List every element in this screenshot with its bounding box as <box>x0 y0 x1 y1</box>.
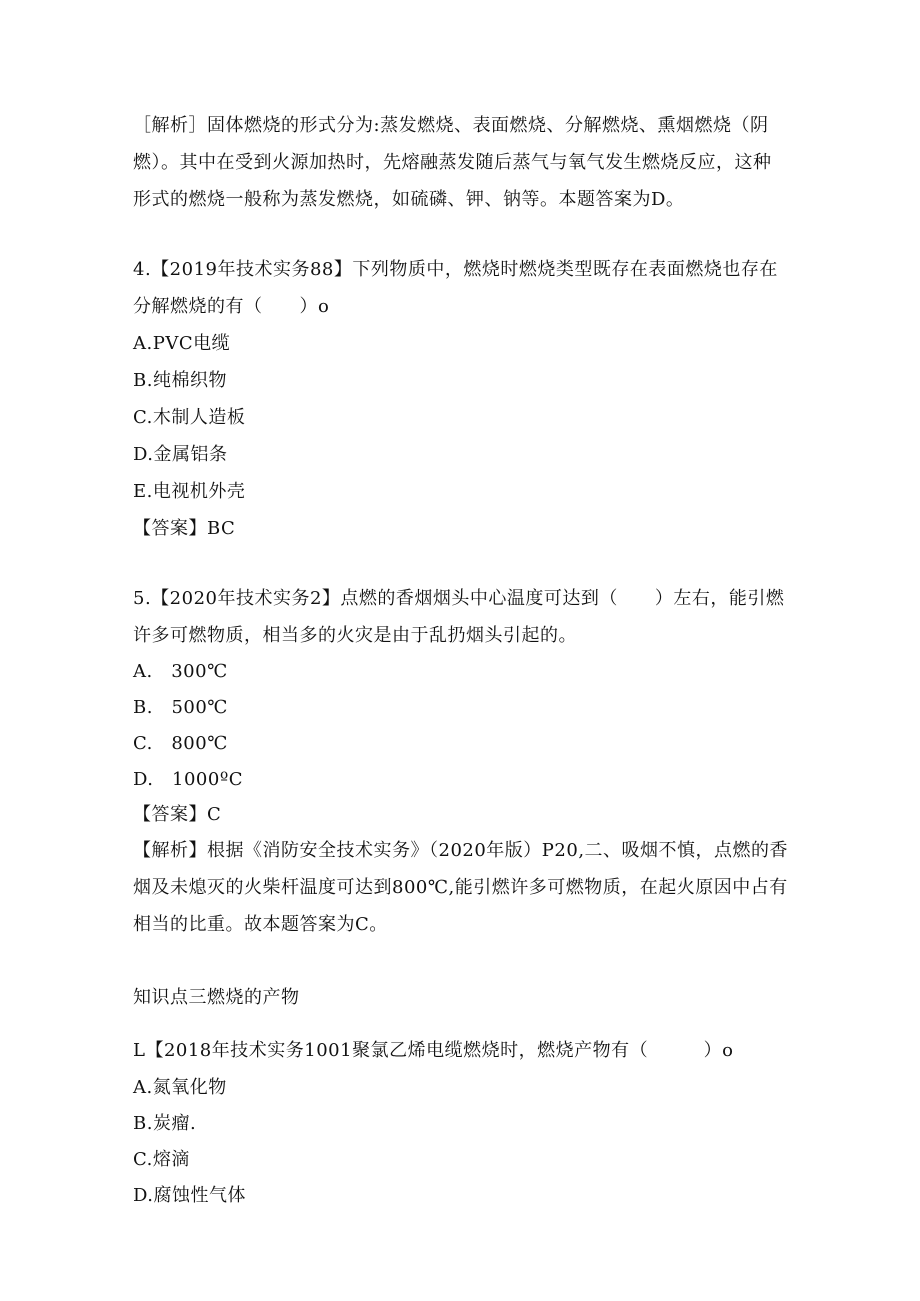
analysis-line: 形式的燃烧一般称为蒸发燃烧，如硫磷、钾、钠等。本题答案为D。 <box>133 189 685 210</box>
option-a: A. 300℃ <box>133 661 228 682</box>
question-stem-line: 4.【2019年技术实务88】下列物质中，燃烧时燃烧类型既存在表面燃烧也存在 <box>133 259 778 280</box>
option-d: D.金属铝条 <box>133 444 228 465</box>
option-a: A.PVC电缆 <box>133 333 231 354</box>
option-d: D. 1000ºC <box>133 769 244 790</box>
option-e: E.电视机外壳 <box>133 481 246 502</box>
analysis-line: 相当的比重。故本题答案为C。 <box>133 914 388 935</box>
answer: 【答案】BC <box>133 518 236 539</box>
option-d: D.腐蚀性气体 <box>133 1185 247 1206</box>
option-b: B. 500℃ <box>133 697 228 718</box>
option-c: C. 800℃ <box>133 733 228 754</box>
option-b: B.炭瘤. <box>133 1113 197 1134</box>
question-stem-line: L【2018年技术实务1001聚氯乙烯电缆燃烧时，燃烧产物有（ ）o <box>133 1040 734 1061</box>
answer: 【答案】C <box>133 804 222 825</box>
question-stem-line: 分解燃烧的有（ ）o <box>133 296 330 317</box>
question-stem-line: 许多可燃物质，相当多的火灾是由于乱扔烟头引起的。 <box>133 625 577 646</box>
section-heading: 知识点三燃烧的产物 <box>133 987 300 1008</box>
option-b: B.纯棉织物 <box>133 370 227 391</box>
analysis-line: 燃）。其中在受到火源加热时，先熔融蒸发随后蒸气与氧气发生燃烧反应，这种 <box>133 152 772 173</box>
question-stem-line: 5.【2020年技术实务2】点燃的香烟烟头中心温度可达到（ ）左右，能引燃 <box>133 588 785 609</box>
analysis-line: 【解析】根据《消防安全技术实务》（2020年版）P20,二、吸烟不慎，点燃的香 <box>133 840 789 861</box>
option-a: A.氮氧化物 <box>133 1077 227 1098</box>
option-c: C.熔滴 <box>133 1149 190 1170</box>
analysis-line: ［解析］固体燃烧的形式分为:蒸发燃烧、表面燃烧、分解燃烧、熏烟燃烧（阴 <box>133 115 769 136</box>
analysis-line: 烟及未熄灭的火柴杆温度可达到800℃,能引燃许多可燃物质，在起火原因中占有 <box>133 877 788 898</box>
option-c: C.木制人造板 <box>133 407 246 428</box>
